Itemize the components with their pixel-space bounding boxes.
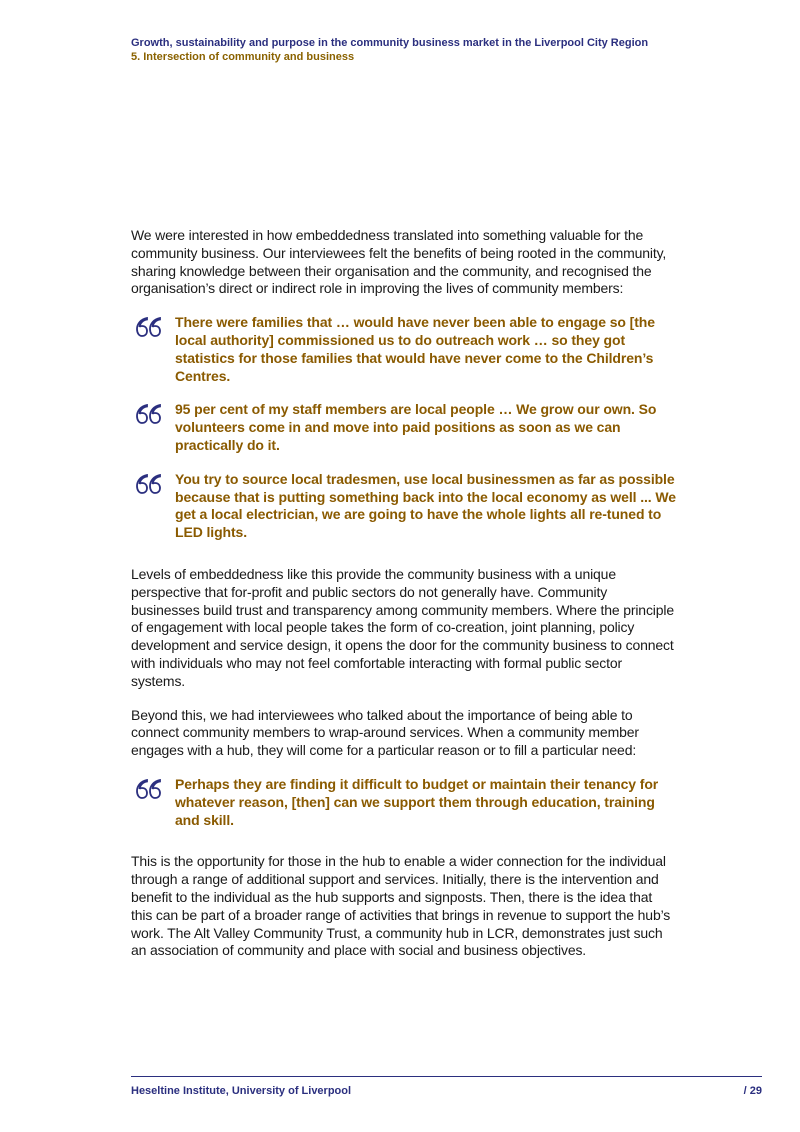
quote-text: Perhaps they are finding it difficult to budget or maintain their tenancy for whatever reason, [then] can we support them through education, training and skill. — [175, 775, 659, 828]
body-paragraph-4: This is the opportunity for those in the hub to enable a wider connection for the individual through a range of additional support and services. Initially, there is the intervention and benefit to the individual as the hub supports and signposts. Then, there is the idea that this can be part of a broader range of activities that brings in revenue to support the hub’s work. The Alt Valley Community Trust, a community hub in LCR, demonstrates just such an association of community and place with social and business objectives. — [131, 853, 671, 959]
quote-mark-icon — [135, 778, 163, 800]
quote-text: 95 per cent of my staff members are local people … We grow our own. So volunteers come in and move into paid positions as soon as we can practically do it. — [175, 401, 657, 453]
page-number: / 29 — [743, 1085, 762, 1097]
quote-mark-icon — [135, 403, 163, 425]
footer-publisher: Heseltine Institute, University of Liverpool — [131, 1085, 352, 1097]
body-paragraph-1: We were interested in how embeddedness translated into something valuable for the community business. Our interviewees felt the benefits of being rooted in the community, sharing knowledge between their organisation and the community, and recognised the organisation’s direct or indirect role in improving the lives of community members: — [131, 227, 667, 297]
section-title: 5. Intersection of community and business — [131, 51, 355, 63]
pull-quote-3 — [131, 471, 676, 542]
pull-quote-4 — [131, 776, 676, 829]
body-paragraph-2: Levels of embeddedness like this provide the community business with a unique perspective that for-profit and public sectors do not generally have. Community businesses build trust and transparency among community members. Where the principle of engagement with local people takes the form of co-creation, joint planning, policy development and service design, it opens the door for the community business to connect with individuals who may not feel comfortable interacting with formal public sector systems. — [131, 565, 674, 689]
running-header — [131, 36, 648, 64]
quote-text: You try to source local tradesmen, use local businessmen as far as possible because that is putting something back into the local economy as well ... We get a local electrician, we are going to have the whole lights all re-tuned to LED lights. — [175, 470, 676, 541]
quote-mark-icon — [135, 316, 163, 338]
footer-divider — [131, 1076, 762, 1077]
quotes-group-1 — [131, 314, 676, 542]
quote-text: There were families that … would have never been able to engage so [the local authority] commissioned us to do outreach work … so they got statistics for those families that would have never come to the Children’s Centres. — [175, 314, 655, 384]
pull-quote-1 — [131, 314, 676, 385]
quotes-group-2 — [131, 776, 676, 829]
main-content — [131, 227, 676, 976]
pull-quote-2 — [131, 401, 676, 454]
body-paragraph-3: Beyond this, we had interviewees who talked about the importance of being able to connect community members to wrap-around services. When a community member engages with a hub, they will come for a particular reason or to fill a particular need: — [131, 706, 639, 759]
quote-mark-icon — [135, 473, 163, 495]
document-title: Growth, sustainability and purpose in the community business market in the Liverpool City Region — [131, 37, 649, 49]
